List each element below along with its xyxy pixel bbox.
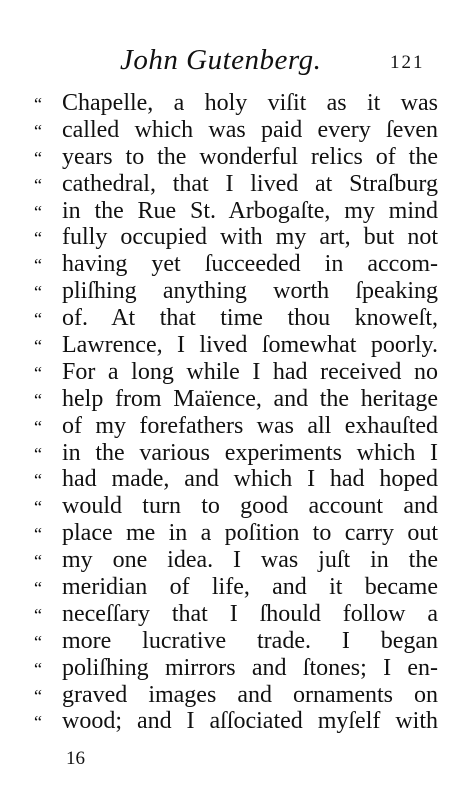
line-text: had made, and which I had hoped xyxy=(62,466,438,493)
line-text: having yet ſucceeded in accom- xyxy=(62,251,438,278)
quote-mark: “ xyxy=(34,578,42,599)
line-text: help from Maïence, and the heritage xyxy=(62,385,438,412)
text-line xyxy=(34,144,438,171)
text-line xyxy=(34,90,438,117)
line-text: cathedral, that I lived at Straſburg xyxy=(62,170,438,197)
line-text: neceſſary that I ſhould follow a xyxy=(62,600,438,627)
line-text: For a long while I had received no xyxy=(62,358,438,385)
quote-mark: “ xyxy=(34,416,42,437)
quote-mark: “ xyxy=(34,255,42,276)
line-text: in the various experiments which I xyxy=(62,439,438,466)
text-line xyxy=(34,117,438,144)
line-text: pliſhing anything worth ſpeaking xyxy=(62,278,438,305)
line-text: fully occupied with my art, but not xyxy=(62,224,438,251)
line-text: graved images and ornaments on xyxy=(62,681,438,708)
quote-mark: “ xyxy=(34,470,42,491)
text-line xyxy=(34,413,438,440)
quote-mark: “ xyxy=(34,631,42,652)
text-line xyxy=(34,466,438,493)
text-line xyxy=(34,386,438,413)
quote-mark: “ xyxy=(34,174,42,195)
quote-mark: “ xyxy=(34,524,42,545)
quote-mark: “ xyxy=(34,685,42,706)
quote-mark: “ xyxy=(34,120,42,141)
quote-mark: “ xyxy=(34,201,42,222)
text-line xyxy=(34,574,438,601)
line-text: Lawrence, I lived ſomewhat poorly. xyxy=(62,332,438,359)
text-line xyxy=(34,601,438,628)
quote-mark: “ xyxy=(34,282,42,303)
line-text: poliſhing mirrors and ſtones; I en- xyxy=(62,654,438,681)
text-line xyxy=(34,682,438,709)
text-line xyxy=(34,171,438,198)
text-line xyxy=(34,224,438,251)
text-line xyxy=(34,628,438,655)
text-line xyxy=(34,359,438,386)
text-line xyxy=(34,655,438,682)
line-text: would turn to good account and xyxy=(62,493,438,520)
quote-mark: “ xyxy=(34,497,42,518)
line-text: meridian of life, and it became xyxy=(62,574,438,601)
line-text: more lucrative trade. I began xyxy=(62,627,438,654)
quote-mark: “ xyxy=(34,94,42,114)
quote-mark: “ xyxy=(34,362,42,383)
quote-mark: “ xyxy=(34,604,42,625)
text-line xyxy=(34,520,438,547)
text-line xyxy=(34,305,438,332)
text-line xyxy=(34,251,438,278)
quote-mark: “ xyxy=(34,551,42,572)
quote-mark: “ xyxy=(34,658,42,679)
quote-mark: “ xyxy=(34,389,42,410)
line-text: in the Rue St. Arbogaſte, my mind xyxy=(62,197,438,224)
running-head-title: John Gutenberg. xyxy=(120,44,322,76)
text-line xyxy=(34,493,438,520)
text-line xyxy=(34,198,438,225)
line-text: Chapelle, a holy viſit as it was xyxy=(62,90,438,116)
line-text: my one idea. I was juſt in the xyxy=(62,547,438,574)
signature-mark: 16 xyxy=(66,748,85,769)
line-text: of. At that time thou knoweſt, xyxy=(62,305,438,332)
text-line xyxy=(34,440,438,467)
line-text: of my forefathers was all exhauſted xyxy=(62,412,438,439)
quote-mark: “ xyxy=(34,228,42,249)
text-line xyxy=(34,708,438,735)
quote-mark: “ xyxy=(34,336,42,357)
quote-mark: “ xyxy=(34,147,42,168)
text-line xyxy=(34,547,438,574)
page-number: 121 xyxy=(390,52,425,73)
line-text: years to the wonderful relics of the xyxy=(62,143,438,170)
line-text: wood; and I aſſociated myſelf with xyxy=(62,708,438,735)
body-text xyxy=(34,90,438,735)
text-line xyxy=(34,278,438,305)
quote-mark: “ xyxy=(34,712,42,733)
text-line xyxy=(34,332,438,359)
quote-mark: “ xyxy=(34,309,42,330)
line-text: place me in a poſition to carry out xyxy=(62,520,438,547)
line-text: called which was paid every ſeven xyxy=(62,116,438,143)
quote-mark: “ xyxy=(34,443,42,464)
